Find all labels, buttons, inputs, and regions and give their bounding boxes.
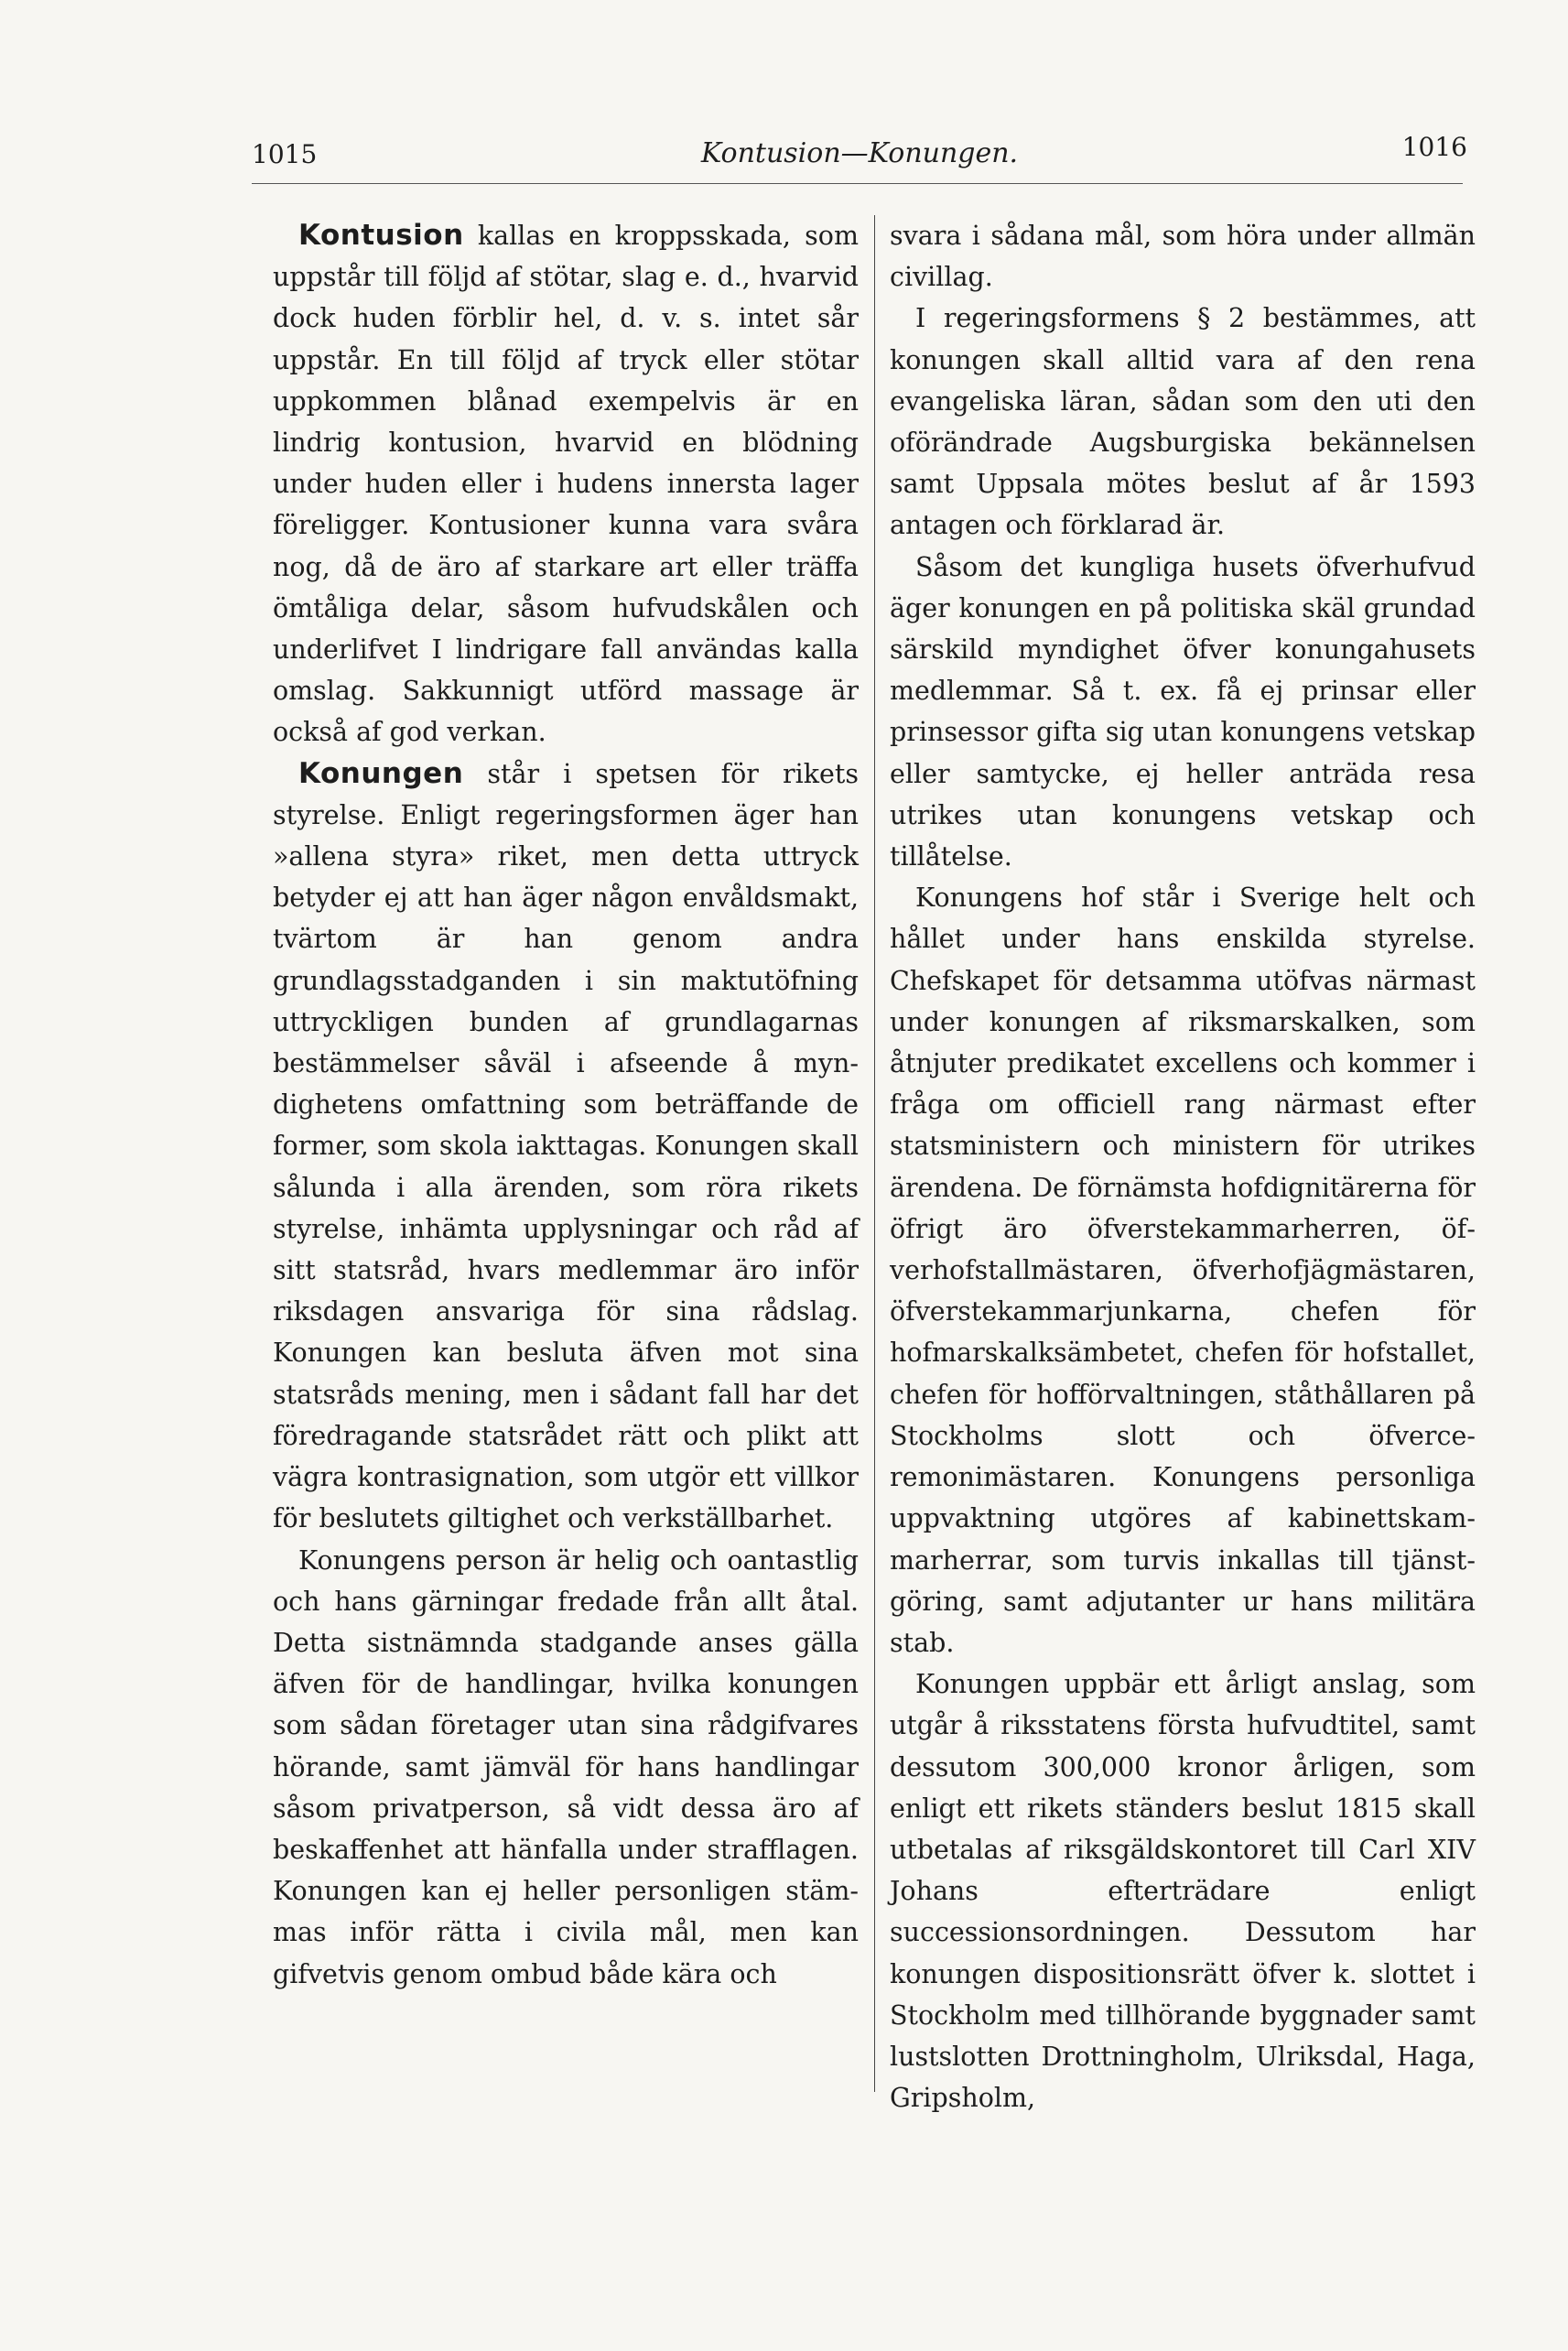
paragraph: Konungens hof står i Sverige helt och hållet under hans enskilda styrelse. Chefskapet för detsamma utöfvas närmast under konungen af riksmarskalken, som åtnjuter predikatet excellens och kommer i fråga om officiell rang närmast efter statsministern och ministern för utrikes ärendena. De förnämsta hofdignitärerna för öfrigt äro öfverstekammarherren, öfverhofstallmästaren, öfverhofjägmästaren, öfverstekammarjunkarna, chefen för hofmarskalksämbetet, chefen för hofstallet, chefen för hofförvaltningen, ståthållaren på Stockholms slott och öfverceremonimästaren. Konungens personliga uppvaktning utgöres af kabinettskammarherrar, som turvis inkallas till tjänstgöring, samt adjutanter ur hans militära stab. (890, 883, 1476, 1658)
paragraph: Konungens person är helig och oantastlig och hans gärningar fredade från allt åtal. Detta sistnämnda stadgande anses gälla äfven för de handlingar, hvilka konungen som sådan företager utan sina rådgifvares hörande, samt jämväl för hans handlingar såsom privatperson, så vidt dessa äro af beskaffenhet att hänfalla under strafflagen. Konungen kan ej heller personligen stämmas inför rätta i civila mål, men kan gifvetvis genom ombud både kära och (273, 1544, 859, 1989)
running-title: Kontusion—Konungen. (700, 137, 1019, 169)
entry-kontusion (273, 215, 859, 753)
column-divider (874, 215, 875, 2092)
page-number-left: 1015 (252, 139, 318, 169)
paragraph: Såsom det kungliga husets öfverhufvud äger konungen en på politiska skäl grundad särskild myndighet öfver konungahusets medlemmar. Så t. ex. få ej prinsar eller prinsessor gifta sig utan konungens vetskap eller samtycke, ej heller anträda resa utrikes utan konungens vetskap och tillåtelse. (890, 551, 1476, 872)
left-column (273, 215, 859, 1995)
paragraph: Konungen uppbär ett årligt anslag, som utgår å riksstatens första hufvudtitel, samt dessutom 300,000 kronor årligen, som enligt ett rikets ständers beslut 1815 skall utbetalas af riksgäldskontoret till Carl XIV Johans efterträdare enligt successionsordningen. Dessutom har konungen dispositionsrätt öfver k. slottet i Stockholm med tillhörande byggnader samt lustslotten Drottningholm, Ulriksdal, Haga, Gripsholm, (890, 1669, 1476, 2114)
page-header (252, 128, 1467, 183)
page-number-right: 1016 (1401, 132, 1467, 162)
lemma-konungen: Konungen (298, 756, 464, 790)
paragraph: svara i sådana mål, som höra under allmän civillag. (890, 221, 1476, 293)
entry-konungen (273, 753, 859, 1540)
right-column (890, 215, 1476, 2118)
lemma-kontusion: Kontusion (298, 219, 464, 252)
header-rule (252, 183, 1463, 184)
paragraph: I regeringsformens § 2 bestämmes, att konungen skall alltid vara af den rena evangeliska läran, sådan som den uti den oförändrade Augsburgiska bekännelsen samt Uppsala mötes beslut af år 1593 antagen och förklarad är. (890, 303, 1476, 541)
entry-text: står i spetsen för rikets styrelse. Enligt regeringsformen äger han »allena styra» riket, men detta uttryck betyder ej att han äger någon envåldsmakt, tvärtom är han genom andra grundlagsstadganden i sin maktutöfning uttryckligen bunden af grundlagarnas bestämmelser såväl i afseende å myndighetens omfattning som beträffande de former, som skola iakttagas. Konungen skall sålunda i alla ärenden, som röra rikets styrelse, inhämta upplysningar och råd af sitt statsråd, hvars medlemmar äro inför riksdagen ansvariga för sina rådslag. Konungen kan besluta äfven mot sina statsråds mening, men i sådant fall har det föredragande statsrådet rätt och plikt att vägra kontrasignation, som utgör ett villkor för beslutets giltighet och verkställbarhet. (273, 758, 859, 1534)
entry-text: kallas en kroppsskada, som uppstår till följd af stötar, slag e. d., hvarvid dock huden förblir hel, d. v. s. intet sår uppstår. En till följd af tryck eller stötar uppkommen blånad exempelvis är en lindrig kontusion, hvarvid en blödning under huden eller i hudens innersta lager föreligger. Kontusioner kunna vara svåra nog, då de äro af starkare art eller träffa ömtåliga delar, såsom hufvudskålen och underlifvet I lindrigare fall användas kalla omslag. Sakkunnigt utförd massage är också af god verkan. (273, 221, 859, 748)
